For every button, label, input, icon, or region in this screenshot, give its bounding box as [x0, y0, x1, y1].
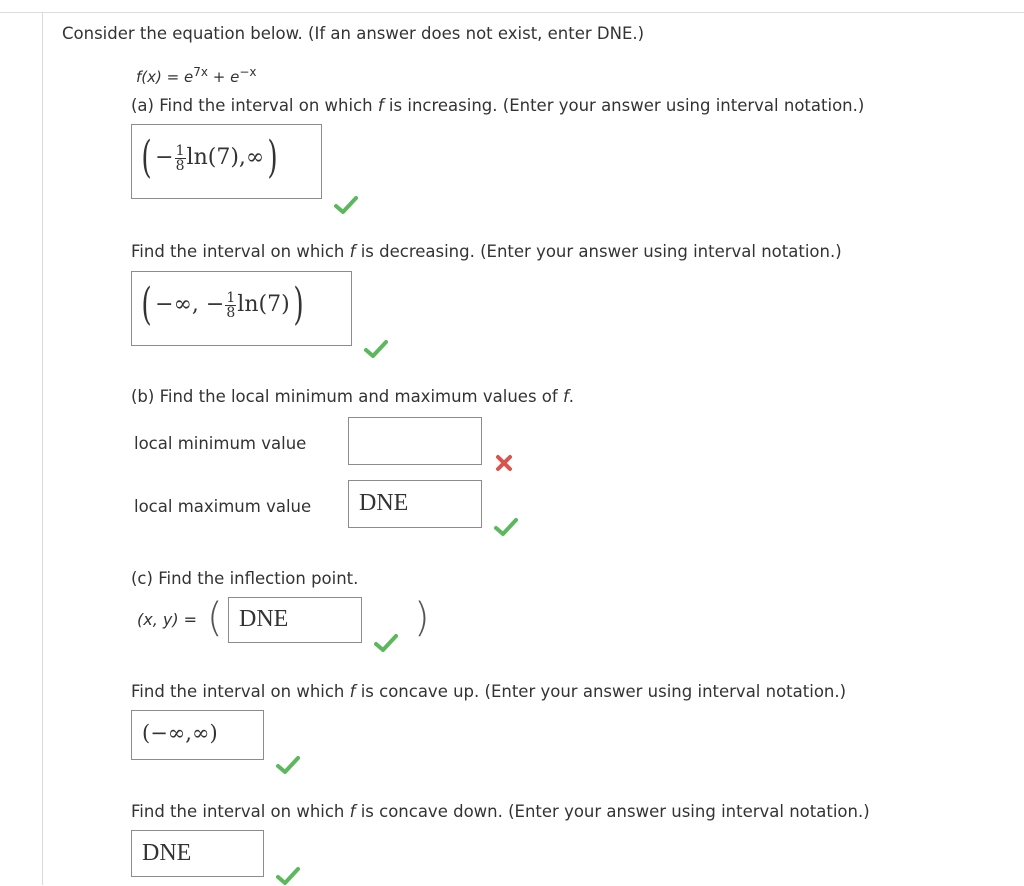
correct-check-icon [276, 866, 300, 886]
question-concave-up: Find the interval on which f is concave up. (Enter your answer using interval notation.) [131, 682, 847, 701]
equation-exp1: 7x [193, 65, 208, 79]
close-paren: ) [414, 595, 430, 641]
equation-base1: e [184, 68, 194, 86]
local-min-label: local minimum value [134, 434, 307, 453]
answer-decreasing-math: ( −∞, − $\frac{1}{8}$ ln(7)) [141, 279, 304, 330]
question-concave-down: Find the interval on which f is concave down. (Enter your answer using interval notation.) [131, 802, 870, 821]
local-max-label: local maximum value [134, 497, 312, 516]
answer-decreasing-field[interactable] [131, 271, 352, 346]
question-decreasing: Find the interval on which f is decreasing. (Enter your answer using interval notation.) [131, 242, 842, 261]
part-c-heading: (c) Find the inflection point. [131, 569, 359, 588]
local-max-input[interactable]: DNE [348, 480, 482, 528]
equation-base2: e [230, 68, 240, 86]
intro-text: Consider the equation below. (If an answer does not exist, enter DNE.) [62, 24, 645, 43]
xy-label: (x, y) = [137, 610, 198, 629]
correct-check-icon [374, 633, 398, 653]
answer-increasing-field[interactable] [131, 124, 322, 199]
inflection-point-input[interactable]: DNE [228, 597, 362, 643]
equation-plus: + [212, 68, 226, 86]
fraction-1-8: $\frac{1}{8}$ [175, 142, 185, 174]
local-min-input[interactable] [348, 417, 482, 465]
part-b-heading: (b) Find the local minimum and maximum values of f. [131, 387, 574, 406]
equation-eq: = [166, 68, 180, 86]
answer-concave-down-field[interactable]: DNE [131, 830, 264, 877]
fraction-1-8: $\frac{1}{8}$ [226, 289, 236, 321]
correct-check-icon [364, 339, 388, 359]
left-divider [42, 12, 43, 885]
equation-exp2: −x [239, 65, 257, 79]
incorrect-x-icon [494, 453, 514, 473]
question-increasing: (a) Find the interval on which f is increasing. (Enter your answer using interval notation.) [131, 96, 865, 115]
answer-increasing-math: ( − $\frac{1}{8}$ ln(7),∞) [141, 132, 278, 183]
top-divider [0, 12, 1024, 13]
correct-check-icon [276, 755, 300, 775]
correct-check-icon [494, 517, 518, 537]
equation [136, 62, 257, 87]
answer-concave-up-field[interactable]: (−∞,∞) [131, 710, 264, 760]
open-paren: ( [207, 595, 223, 641]
correct-check-icon [334, 195, 358, 215]
equation-lhs: f(x) [136, 68, 162, 86]
